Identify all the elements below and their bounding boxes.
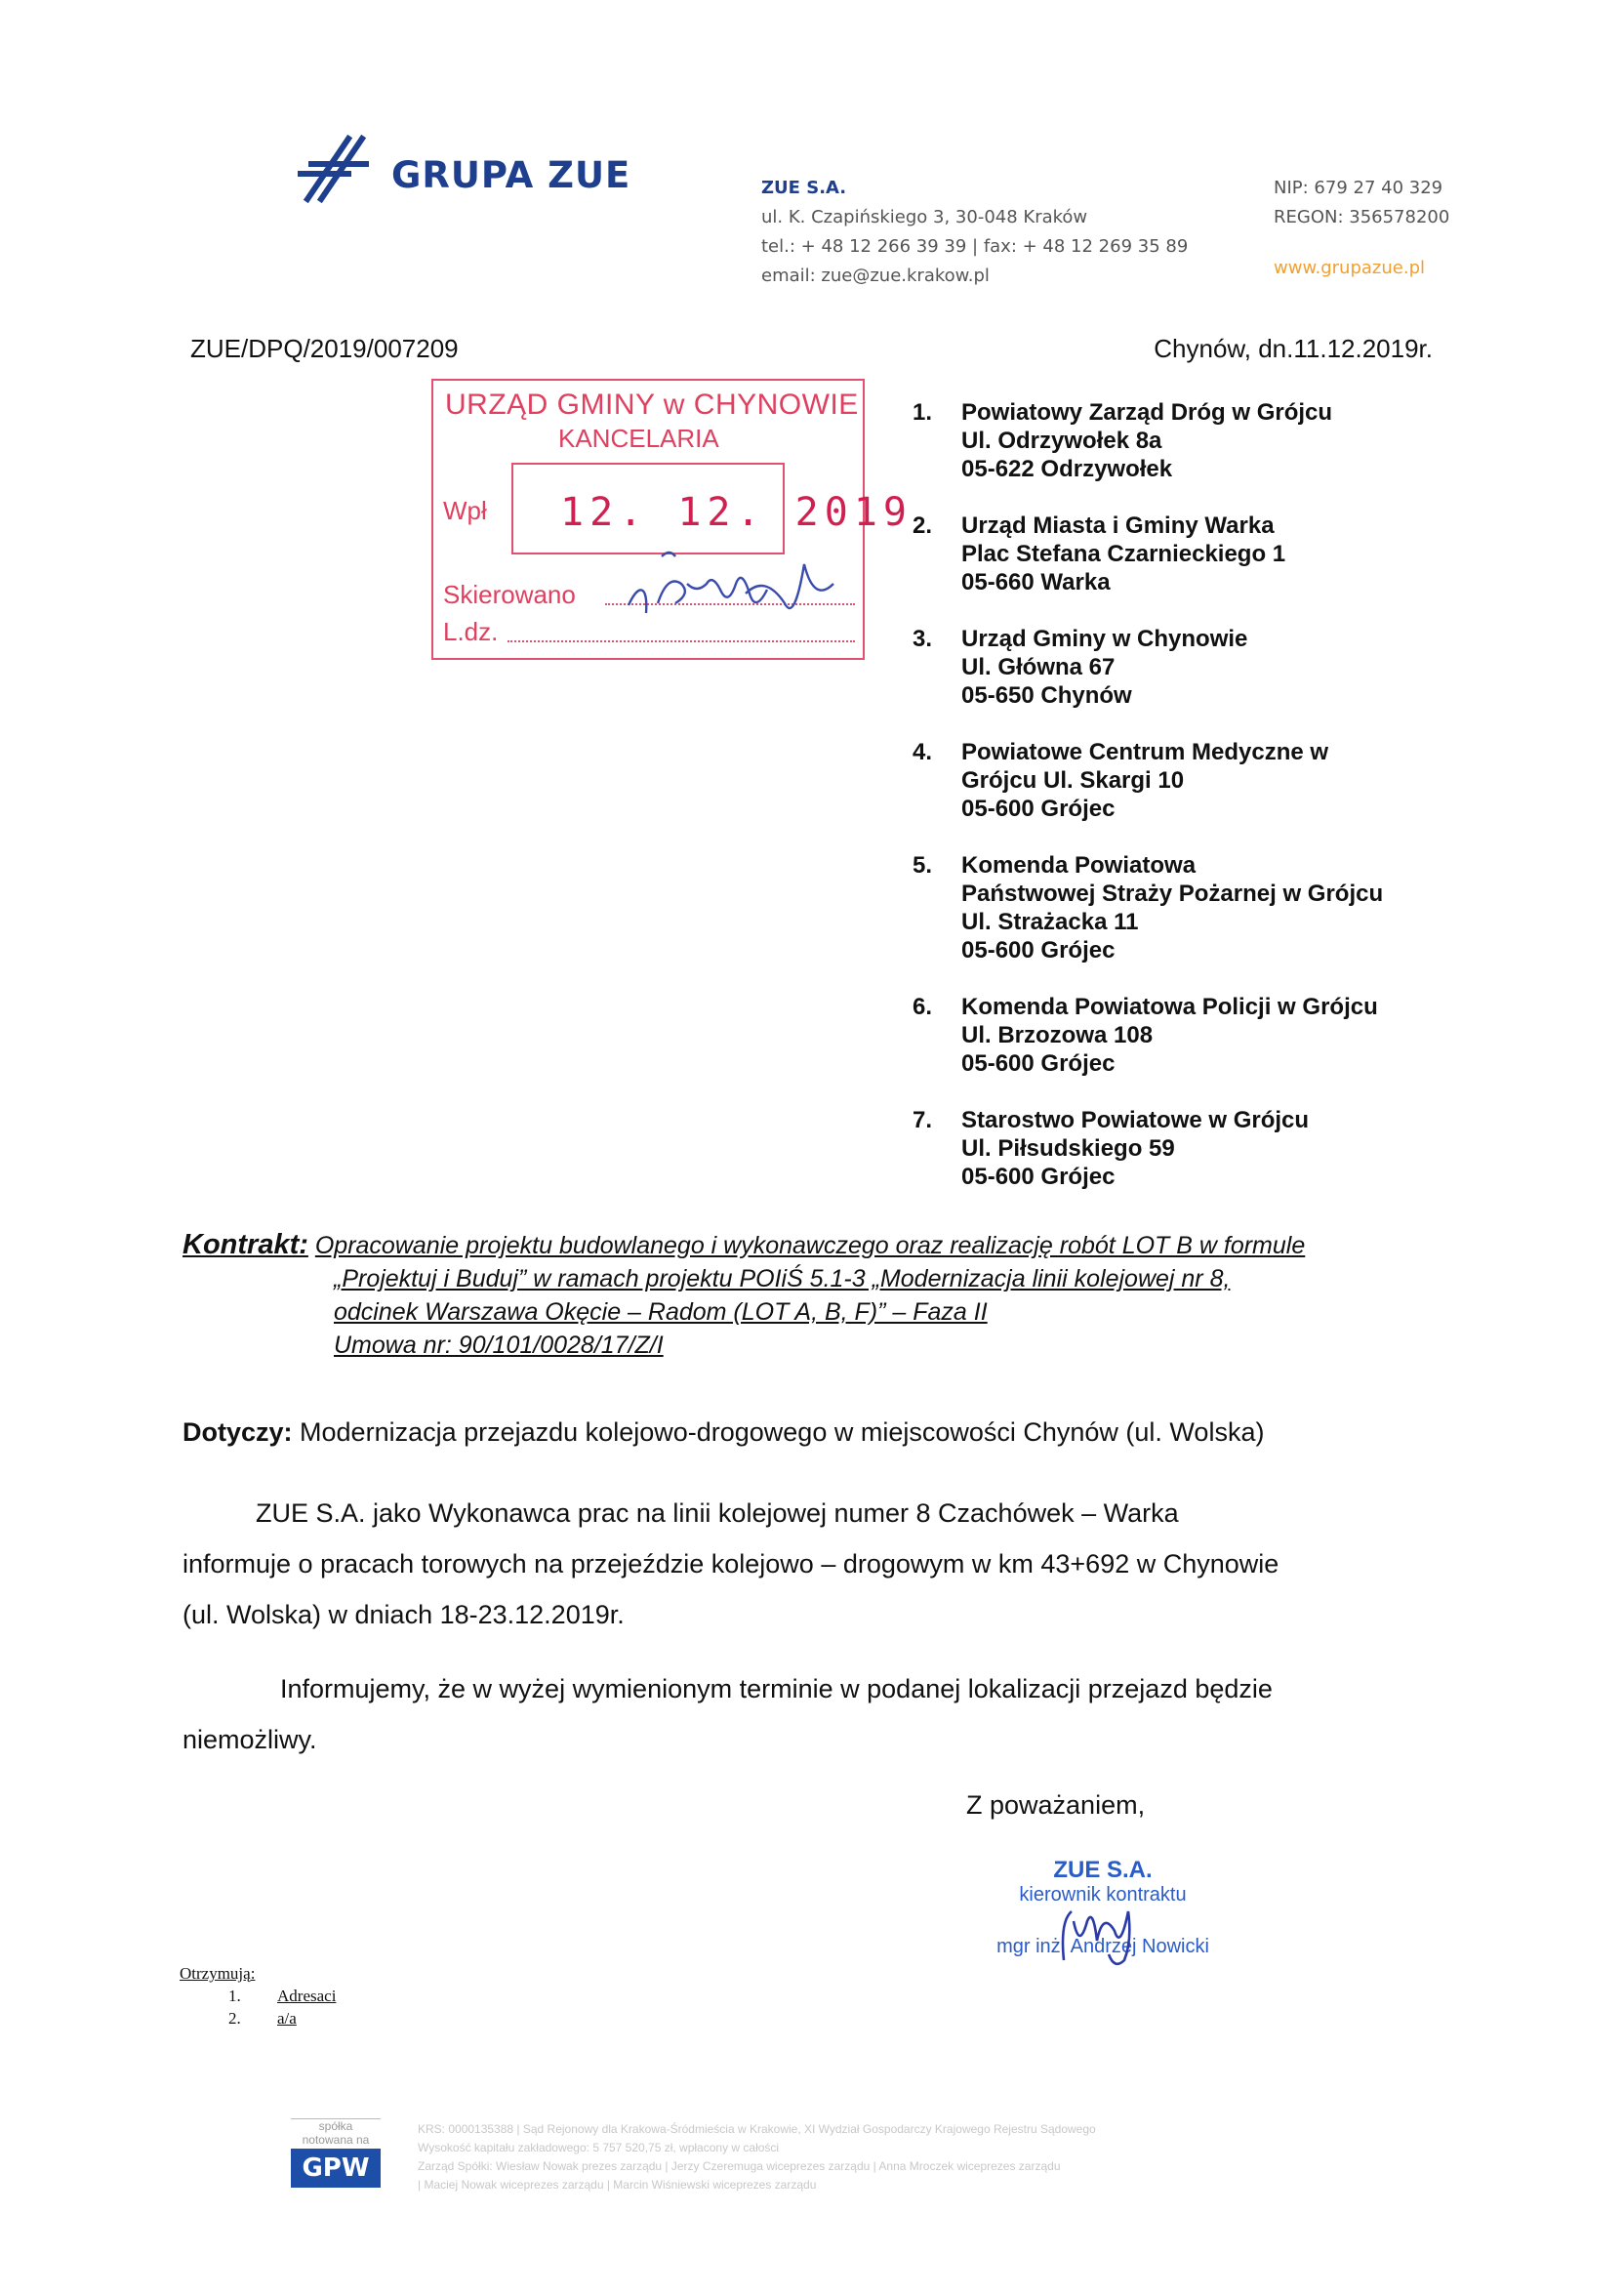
gpw-label: spółka bbox=[291, 2118, 381, 2133]
recipient-line: Urząd Miasta i Gminy Warka bbox=[961, 512, 1275, 539]
stamp-skierowano-label: Skierowano bbox=[443, 580, 576, 609]
recipient-line: 05-650 Chynów bbox=[961, 682, 1132, 709]
recipient-item bbox=[913, 398, 1383, 483]
recipient-item bbox=[913, 1106, 1383, 1191]
gpw-label: notowana na bbox=[302, 2133, 370, 2147]
footer-line: KRS: 0000135388 | Sąd Rejonowy dla Krakowa-Śródmieścia w Krakowie, XI Wydział Gospodarczy Krajowego Rejestru Sądowego bbox=[418, 2122, 1096, 2136]
recipient-line: Komenda Powiatowa Policji w Grójcu bbox=[961, 994, 1378, 1020]
document-reference: ZUE/DPQ/2019/007209 bbox=[190, 334, 459, 363]
stamp-ldz-label: L.dz. bbox=[443, 617, 499, 646]
recipient-line: Powiatowy Zarząd Dróg w Grójcu bbox=[961, 399, 1333, 426]
subject-label: Dotyczy: bbox=[183, 1417, 293, 1447]
recipient-line: Ul. Główna 67 bbox=[961, 654, 1116, 680]
registry-stamp bbox=[431, 379, 913, 660]
contract-block bbox=[183, 1228, 1451, 1362]
stamp-office: URZĄD GMINY w CHYNOWIE bbox=[445, 389, 859, 421]
recipient-line: 05-600 Grójec bbox=[961, 796, 1116, 822]
gpw-logo: GPW bbox=[291, 2149, 381, 2188]
company-address: ul. K. Czapińskiego 3, 30-048 Kraków bbox=[761, 207, 1088, 227]
recipient-line: 05-600 Grójec bbox=[961, 937, 1116, 964]
company-email: email: zue@zue.krakow.pl bbox=[761, 266, 990, 286]
subject-line bbox=[183, 1417, 1264, 1448]
recipient-item bbox=[913, 851, 1383, 964]
recipient-line: Ul. Strażacka 11 bbox=[961, 909, 1139, 935]
recipients-note-title: Otrzymują: bbox=[180, 1964, 256, 1983]
company-name: ZUE S.A. bbox=[761, 178, 847, 198]
recipients-note bbox=[180, 1962, 336, 2030]
footer-line: Zarząd Spółki: Wiesław Nowak prezes zarządu | Jerzy Czeremuga wiceprezes zarządu | Anna Mroczek wiceprezes zarządu bbox=[418, 2159, 1061, 2173]
signature-role: kierownik kontraktu bbox=[1019, 1884, 1187, 1906]
recipients-note-item bbox=[180, 2007, 336, 2030]
contract-line: odcinek Warszawa Okęcie – Radom (LOT A, B, F)” – Faza II bbox=[334, 1298, 988, 1326]
gpw-badge bbox=[291, 2118, 381, 2196]
handwritten-signature-icon bbox=[619, 545, 853, 652]
recipient-number: 3. bbox=[913, 626, 933, 652]
recipient-line: Plac Stefana Czarnieckiego 1 bbox=[961, 541, 1286, 567]
footer-legal bbox=[418, 2120, 1096, 2194]
stamp-dept: KANCELARIA bbox=[558, 424, 719, 453]
recipient-line: 05-660 Warka bbox=[961, 569, 1111, 595]
recipient-line: 05-622 Odrzywołek bbox=[961, 456, 1173, 482]
contract-label: Kontrakt: bbox=[183, 1229, 308, 1260]
contract-line: „Projektuj i Buduj” w ramach projektu POIiŚ 5.1-3 „Modernizacja linii kolejowej nr 8, bbox=[334, 1265, 1231, 1292]
company-info bbox=[761, 174, 1188, 291]
recipient-number: 7. bbox=[913, 1107, 933, 1133]
stamp-wpl-label: Wpł bbox=[443, 496, 487, 525]
recipients-note-number: 1. bbox=[228, 1987, 241, 2005]
recipient-line: Ul. Brzozowa 108 bbox=[961, 1022, 1154, 1048]
signature-stamp bbox=[976, 1857, 1230, 1958]
body-paragraph bbox=[183, 1663, 1441, 1765]
recipients-note-item bbox=[180, 1985, 336, 2007]
recipient-line: Grójcu Ul. Skargi 10 bbox=[961, 767, 1185, 794]
zue-logo-icon bbox=[298, 135, 386, 203]
body-line: ZUE S.A. jako Wykonawca prac na linii kolejowej numer 8 Czachówek – Warka bbox=[256, 1498, 1179, 1528]
company-phone: tel.: + 48 12 266 39 39 | fax: + 48 12 269 35 89 bbox=[761, 236, 1189, 257]
handwritten-signature-icon bbox=[1044, 1902, 1161, 1970]
recipient-line: Ul. Piłsudskiego 59 bbox=[961, 1135, 1175, 1162]
recipient-line: Urząd Gminy w Chynowie bbox=[961, 626, 1248, 652]
recipient-line: Państwowej Straży Pożarnej w Grójcu bbox=[961, 881, 1384, 907]
footer-line: | Maciej Nowak wiceprezes zarządu | Marcin Wiśniewski wiceprezes zarządu bbox=[418, 2178, 817, 2192]
recipient-item bbox=[913, 625, 1383, 710]
stamp-date: 12. 12. 2019 bbox=[560, 490, 913, 535]
company-nip: NIP: 679 27 40 329 bbox=[1274, 178, 1443, 198]
recipients-list bbox=[913, 398, 1383, 1219]
recipient-item bbox=[913, 993, 1383, 1078]
contract-line: Opracowanie projektu budowlanego i wykonawczego oraz realizację robót LOT B w formule bbox=[314, 1232, 1306, 1259]
recipients-note-number: 2. bbox=[228, 2009, 241, 2028]
recipients-note-text: a/a bbox=[277, 2009, 297, 2028]
body-line: Informujemy, że w wyżej wymienionym terminie w podanej lokalizacji przejazd będzie bbox=[280, 1674, 1273, 1703]
body-line: niemożliwy. bbox=[183, 1725, 317, 1754]
closing-salutation: Z poważaniem, bbox=[966, 1790, 1146, 1820]
recipient-line: Komenda Powiatowa bbox=[961, 852, 1197, 879]
signature-name: mgr inż. Andrzej Nowicki bbox=[996, 1936, 1209, 1957]
company-ids bbox=[1274, 174, 1449, 283]
recipient-number: 2. bbox=[913, 512, 933, 539]
recipient-number: 5. bbox=[913, 852, 933, 879]
recipient-number: 6. bbox=[913, 994, 933, 1020]
body-line: informuje o pracach torowych na przejeździe kolejowo – drogowym w km 43+692 w Chynowie bbox=[183, 1549, 1279, 1578]
recipient-line: Starostwo Powiatowe w Grójcu bbox=[961, 1107, 1310, 1133]
recipient-line: Powiatowe Centrum Medyczne w bbox=[961, 739, 1329, 765]
recipient-line: 05-600 Grójec bbox=[961, 1050, 1116, 1077]
document-date: Chynów, dn.11.12.2019r. bbox=[1154, 334, 1433, 363]
company-logo bbox=[298, 135, 631, 203]
recipient-number: 1. bbox=[913, 399, 933, 426]
company-regon: REGON: 356578200 bbox=[1274, 207, 1450, 227]
recipient-number: 4. bbox=[913, 739, 933, 765]
recipient-item bbox=[913, 738, 1383, 823]
footer-line: Wysokość kapitału zakładowego: 5 757 520,75 zł, wpłacony w całości bbox=[418, 2141, 780, 2154]
company-website: www.grupazue.pl bbox=[1274, 258, 1426, 278]
body-paragraph bbox=[183, 1488, 1441, 1640]
contract-number: Umowa nr: 90/101/0028/17/Z/I bbox=[334, 1332, 664, 1359]
body-line: (ul. Wolska) w dniach 18-23.12.2019r. bbox=[183, 1600, 625, 1629]
recipient-item bbox=[913, 512, 1383, 596]
recipient-line: 05-600 Grójec bbox=[961, 1164, 1116, 1190]
recipients-note-text: Adresaci bbox=[277, 1987, 337, 2005]
signature-company: ZUE S.A. bbox=[1053, 1857, 1153, 1883]
logo-text: GRUPA ZUE bbox=[391, 154, 631, 196]
subject-text: Modernizacja przejazdu kolejowo-drogowego w miejscowości Chynów (ul. Wolska) bbox=[292, 1417, 1265, 1447]
recipient-line: Ul. Odrzywołek 8a bbox=[961, 428, 1162, 454]
